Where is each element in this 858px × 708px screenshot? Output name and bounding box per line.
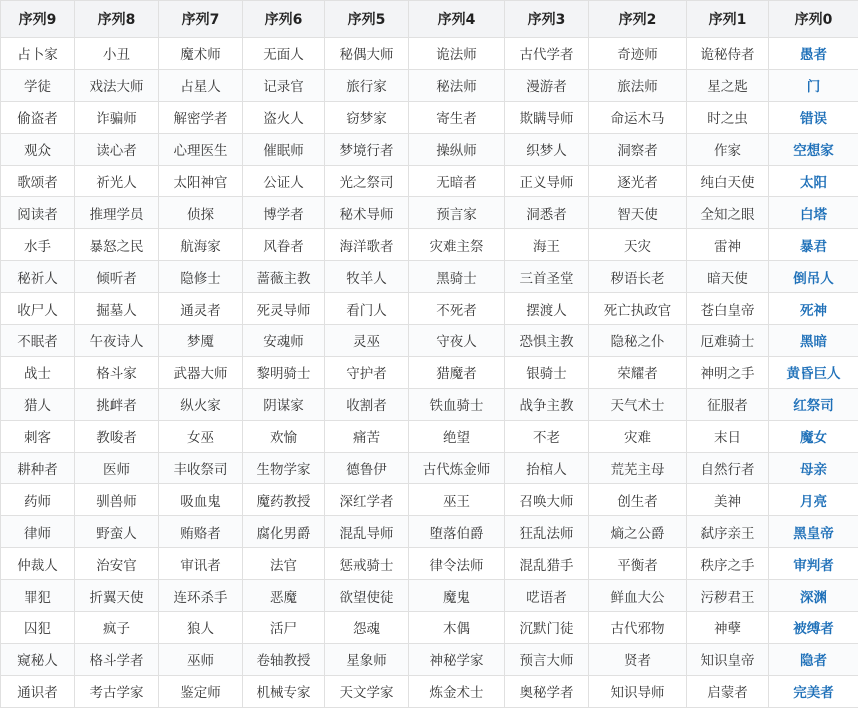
cell-seq7: 梦魇 — [159, 325, 243, 357]
cell-seq7: 吸血鬼 — [159, 484, 243, 516]
cell-seq2: 灾难 — [589, 420, 687, 452]
cell-seq7: 心理医生 — [159, 133, 243, 165]
table-row — [1, 38, 858, 70]
header-seq2: 序列2 — [589, 1, 687, 38]
cell-seq7: 连环杀手 — [159, 580, 243, 612]
cell-seq8: 教唆者 — [75, 420, 159, 452]
cell-seq9: 药师 — [1, 484, 75, 516]
cell-seq8: 倾听者 — [75, 261, 159, 293]
cell-seq0: 黑暗 — [769, 325, 858, 357]
cell-seq0: 红祭司 — [769, 388, 858, 420]
cell-seq7: 占星人 — [159, 69, 243, 101]
cell-seq8: 格斗学者 — [75, 643, 159, 675]
cell-seq5: 光之祭司 — [325, 165, 409, 197]
cell-seq0: 完美者 — [769, 675, 858, 707]
cell-seq0: 倒吊人 — [769, 261, 858, 293]
cell-seq8: 掘墓人 — [75, 293, 159, 325]
cell-seq6: 活尸 — [243, 612, 325, 644]
cell-seq1: 污秽君王 — [687, 580, 769, 612]
cell-seq2: 命运木马 — [589, 101, 687, 133]
cell-seq1: 诡秘侍者 — [687, 38, 769, 70]
cell-seq1: 时之虫 — [687, 101, 769, 133]
cell-seq3: 漫游者 — [505, 69, 589, 101]
cell-seq7: 巫师 — [159, 643, 243, 675]
cell-seq5: 收割者 — [325, 388, 409, 420]
cell-seq1: 星之匙 — [687, 69, 769, 101]
cell-seq0: 母亲 — [769, 452, 858, 484]
cell-seq1: 苍白皇帝 — [687, 293, 769, 325]
cell-seq5: 德鲁伊 — [325, 452, 409, 484]
table-row — [1, 197, 858, 229]
header-seq3: 序列3 — [505, 1, 589, 38]
cell-seq1: 美神 — [687, 484, 769, 516]
cell-seq9: 罪犯 — [1, 580, 75, 612]
cell-seq5: 牧羊人 — [325, 261, 409, 293]
cell-seq3: 呓语者 — [505, 580, 589, 612]
cell-seq6: 公证人 — [243, 165, 325, 197]
table-row — [1, 580, 858, 612]
cell-seq2: 荒芜主母 — [589, 452, 687, 484]
cell-seq3: 摆渡人 — [505, 293, 589, 325]
cell-seq0: 错误 — [769, 101, 858, 133]
cell-seq9: 不眠者 — [1, 325, 75, 357]
cell-seq6: 生物学家 — [243, 452, 325, 484]
cell-seq4: 猎魔者 — [409, 356, 505, 388]
cell-seq8: 医师 — [75, 452, 159, 484]
cell-seq0: 白塔 — [769, 197, 858, 229]
header-seq7: 序列7 — [159, 1, 243, 38]
cell-seq9: 收尸人 — [1, 293, 75, 325]
cell-seq9: 耕种者 — [1, 452, 75, 484]
cell-seq4: 古代炼金师 — [409, 452, 505, 484]
cell-seq1: 末日 — [687, 420, 769, 452]
cell-seq1: 神孽 — [687, 612, 769, 644]
cell-seq1: 全知之眼 — [687, 197, 769, 229]
cell-seq0: 死神 — [769, 293, 858, 325]
header-seq9: 序列9 — [1, 1, 75, 38]
cell-seq2: 荣耀者 — [589, 356, 687, 388]
cell-seq1: 暗天使 — [687, 261, 769, 293]
cell-seq3: 奥秘学者 — [505, 675, 589, 707]
cell-seq0: 太阳 — [769, 165, 858, 197]
table-row — [1, 612, 858, 644]
cell-seq5: 秘术导师 — [325, 197, 409, 229]
cell-seq5: 梦境行者 — [325, 133, 409, 165]
cell-seq4: 木偶 — [409, 612, 505, 644]
table-row — [1, 643, 858, 675]
cell-seq0: 门 — [769, 69, 858, 101]
cell-seq7: 女巫 — [159, 420, 243, 452]
cell-seq1: 启蒙者 — [687, 675, 769, 707]
cell-seq3: 银骑士 — [505, 356, 589, 388]
table-row — [1, 452, 858, 484]
cell-seq4: 不死者 — [409, 293, 505, 325]
cell-seq5: 守护者 — [325, 356, 409, 388]
table-row — [1, 133, 858, 165]
table-row — [1, 229, 858, 261]
cell-seq3: 三首圣堂 — [505, 261, 589, 293]
cell-seq3: 沉默门徒 — [505, 612, 589, 644]
header-seq0: 序列0 — [769, 1, 858, 38]
cell-seq4: 守夜人 — [409, 325, 505, 357]
cell-seq0: 黑皇帝 — [769, 516, 858, 548]
header-seq5: 序列5 — [325, 1, 409, 38]
cell-seq4: 堕落伯爵 — [409, 516, 505, 548]
cell-seq6: 恶魔 — [243, 580, 325, 612]
header-seq6: 序列6 — [243, 1, 325, 38]
cell-seq4: 巫王 — [409, 484, 505, 516]
cell-seq4: 炼金术士 — [409, 675, 505, 707]
cell-seq3: 预言大师 — [505, 643, 589, 675]
cell-seq8: 挑衅者 — [75, 388, 159, 420]
cell-seq2: 逐光者 — [589, 165, 687, 197]
cell-seq7: 航海家 — [159, 229, 243, 261]
cell-seq7: 丰收祭司 — [159, 452, 243, 484]
cell-seq2: 奇迹师 — [589, 38, 687, 70]
cell-seq9: 水手 — [1, 229, 75, 261]
cell-seq5: 灵巫 — [325, 325, 409, 357]
table-row — [1, 356, 858, 388]
cell-seq5: 深红学者 — [325, 484, 409, 516]
cell-seq3: 海王 — [505, 229, 589, 261]
cell-seq6: 安魂师 — [243, 325, 325, 357]
cell-seq8: 野蛮人 — [75, 516, 159, 548]
cell-seq5: 看门人 — [325, 293, 409, 325]
table-row — [1, 675, 858, 707]
cell-seq7: 审讯者 — [159, 548, 243, 580]
cell-seq9: 观众 — [1, 133, 75, 165]
cell-seq6: 黎明骑士 — [243, 356, 325, 388]
cell-seq3: 狂乱法师 — [505, 516, 589, 548]
cell-seq8: 祈光人 — [75, 165, 159, 197]
cell-seq8: 格斗家 — [75, 356, 159, 388]
cell-seq0: 月亮 — [769, 484, 858, 516]
cell-seq2: 旅法师 — [589, 69, 687, 101]
cell-seq4: 绝望 — [409, 420, 505, 452]
cell-seq5: 窃梦家 — [325, 101, 409, 133]
cell-seq3: 洞悉者 — [505, 197, 589, 229]
cell-seq5: 旅行家 — [325, 69, 409, 101]
cell-seq8: 推理学员 — [75, 197, 159, 229]
cell-seq2: 智天使 — [589, 197, 687, 229]
table-row — [1, 165, 858, 197]
cell-seq7: 太阳神官 — [159, 165, 243, 197]
cell-seq8: 小丑 — [75, 38, 159, 70]
cell-seq9: 猎人 — [1, 388, 75, 420]
cell-seq3: 召唤大师 — [505, 484, 589, 516]
cell-seq8: 驯兽师 — [75, 484, 159, 516]
cell-seq5: 秘偶大师 — [325, 38, 409, 70]
cell-seq5: 混乱导师 — [325, 516, 409, 548]
cell-seq0: 审判者 — [769, 548, 858, 580]
cell-seq5: 惩戒骑士 — [325, 548, 409, 580]
cell-seq5: 天文学家 — [325, 675, 409, 707]
cell-seq6: 死灵导师 — [243, 293, 325, 325]
cell-seq9: 仲裁人 — [1, 548, 75, 580]
cell-seq0: 被缚者 — [769, 612, 858, 644]
cell-seq6: 盗火人 — [243, 101, 325, 133]
cell-seq1: 神明之手 — [687, 356, 769, 388]
cell-seq2: 隐秘之仆 — [589, 325, 687, 357]
header-seq4: 序列4 — [409, 1, 505, 38]
table-row — [1, 293, 858, 325]
cell-seq4: 预言家 — [409, 197, 505, 229]
cell-seq2: 知识导师 — [589, 675, 687, 707]
cell-seq6: 无面人 — [243, 38, 325, 70]
cell-seq3: 正义导师 — [505, 165, 589, 197]
cell-seq0: 深渊 — [769, 580, 858, 612]
cell-seq3: 抬棺人 — [505, 452, 589, 484]
cell-seq5: 海洋歌者 — [325, 229, 409, 261]
cell-seq7: 隐修士 — [159, 261, 243, 293]
cell-seq8: 考古学家 — [75, 675, 159, 707]
cell-seq1: 纯白天使 — [687, 165, 769, 197]
cell-seq2: 天气术士 — [589, 388, 687, 420]
cell-seq4: 诡法师 — [409, 38, 505, 70]
cell-seq6: 博学者 — [243, 197, 325, 229]
cell-seq0: 黄昏巨人 — [769, 356, 858, 388]
cell-seq6: 蔷薇主教 — [243, 261, 325, 293]
table-row — [1, 69, 858, 101]
cell-seq4: 魔鬼 — [409, 580, 505, 612]
cell-seq2: 洞察者 — [589, 133, 687, 165]
cell-seq7: 纵火家 — [159, 388, 243, 420]
table-row — [1, 325, 858, 357]
cell-seq8: 治安官 — [75, 548, 159, 580]
header-row — [1, 1, 858, 38]
table-row — [1, 516, 858, 548]
cell-seq5: 怨魂 — [325, 612, 409, 644]
cell-seq2: 古代邪物 — [589, 612, 687, 644]
cell-seq7: 魔术师 — [159, 38, 243, 70]
cell-seq4: 操纵师 — [409, 133, 505, 165]
cell-seq9: 刺客 — [1, 420, 75, 452]
cell-seq6: 机械专家 — [243, 675, 325, 707]
cell-seq7: 武器大师 — [159, 356, 243, 388]
cell-seq3: 不老 — [505, 420, 589, 452]
cell-seq4: 无暗者 — [409, 165, 505, 197]
cell-seq9: 偷盗者 — [1, 101, 75, 133]
cell-seq7: 通灵者 — [159, 293, 243, 325]
cell-seq3: 混乱猎手 — [505, 548, 589, 580]
cell-seq1: 厄难骑士 — [687, 325, 769, 357]
cell-seq0: 魔女 — [769, 420, 858, 452]
cell-seq4: 神秘学家 — [409, 643, 505, 675]
cell-seq2: 死亡执政官 — [589, 293, 687, 325]
cell-seq2: 贤者 — [589, 643, 687, 675]
cell-seq2: 秽语长老 — [589, 261, 687, 293]
cell-seq3: 织梦人 — [505, 133, 589, 165]
cell-seq0: 隐者 — [769, 643, 858, 675]
cell-seq6: 风眷者 — [243, 229, 325, 261]
cell-seq9: 学徒 — [1, 69, 75, 101]
cell-seq1: 弑序亲王 — [687, 516, 769, 548]
cell-seq1: 知识皇帝 — [687, 643, 769, 675]
cell-seq5: 欲望使徒 — [325, 580, 409, 612]
cell-seq7: 侦探 — [159, 197, 243, 229]
table-row — [1, 548, 858, 580]
cell-seq9: 通识者 — [1, 675, 75, 707]
cell-seq8: 读心者 — [75, 133, 159, 165]
cell-seq6: 腐化男爵 — [243, 516, 325, 548]
cell-seq2: 天灾 — [589, 229, 687, 261]
cell-seq0: 愚者 — [769, 38, 858, 70]
cell-seq4: 寄生者 — [409, 101, 505, 133]
cell-seq2: 创生者 — [589, 484, 687, 516]
cell-seq3: 恐惧主教 — [505, 325, 589, 357]
header-seq1: 序列1 — [687, 1, 769, 38]
cell-seq9: 囚犯 — [1, 612, 75, 644]
cell-seq1: 作家 — [687, 133, 769, 165]
cell-seq0: 空想家 — [769, 133, 858, 165]
cell-seq4: 灾难主祭 — [409, 229, 505, 261]
header-seq8: 序列8 — [75, 1, 159, 38]
table-row — [1, 101, 858, 133]
cell-seq2: 鲜血大公 — [589, 580, 687, 612]
cell-seq2: 熵之公爵 — [589, 516, 687, 548]
cell-seq7: 解密学者 — [159, 101, 243, 133]
cell-seq1: 雷神 — [687, 229, 769, 261]
cell-seq9: 窥秘人 — [1, 643, 75, 675]
cell-seq9: 阅读者 — [1, 197, 75, 229]
cell-seq6: 法官 — [243, 548, 325, 580]
cell-seq1: 秩序之手 — [687, 548, 769, 580]
table-row — [1, 420, 858, 452]
cell-seq1: 征服者 — [687, 388, 769, 420]
cell-seq8: 午夜诗人 — [75, 325, 159, 357]
table-row — [1, 484, 858, 516]
cell-seq5: 痛苦 — [325, 420, 409, 452]
table-body — [1, 38, 858, 708]
cell-seq5: 星象师 — [325, 643, 409, 675]
cell-seq9: 律师 — [1, 516, 75, 548]
cell-seq9: 秘祈人 — [1, 261, 75, 293]
cell-seq6: 催眠师 — [243, 133, 325, 165]
cell-seq3: 古代学者 — [505, 38, 589, 70]
cell-seq8: 暴怒之民 — [75, 229, 159, 261]
cell-seq7: 狼人 — [159, 612, 243, 644]
cell-seq2: 平衡者 — [589, 548, 687, 580]
cell-seq1: 自然行者 — [687, 452, 769, 484]
cell-seq8: 折翼天使 — [75, 580, 159, 612]
cell-seq4: 黑骑士 — [409, 261, 505, 293]
cell-seq6: 魔药教授 — [243, 484, 325, 516]
cell-seq6: 卷轴教授 — [243, 643, 325, 675]
cell-seq7: 贿赂者 — [159, 516, 243, 548]
cell-seq8: 疯子 — [75, 612, 159, 644]
cell-seq6: 欢愉 — [243, 420, 325, 452]
cell-seq4: 律令法师 — [409, 548, 505, 580]
cell-seq6: 记录官 — [243, 69, 325, 101]
table-row — [1, 261, 858, 293]
cell-seq8: 戏法大师 — [75, 69, 159, 101]
cell-seq3: 欺瞒导师 — [505, 101, 589, 133]
cell-seq9: 占卜家 — [1, 38, 75, 70]
cell-seq7: 鉴定师 — [159, 675, 243, 707]
cell-seq8: 诈骗师 — [75, 101, 159, 133]
cell-seq3: 战争主教 — [505, 388, 589, 420]
table-row — [1, 388, 858, 420]
cell-seq9: 战士 — [1, 356, 75, 388]
cell-seq6: 阴谋家 — [243, 388, 325, 420]
cell-seq4: 秘法师 — [409, 69, 505, 101]
cell-seq9: 歌颂者 — [1, 165, 75, 197]
cell-seq0: 暴君 — [769, 229, 858, 261]
cell-seq4: 铁血骑士 — [409, 388, 505, 420]
